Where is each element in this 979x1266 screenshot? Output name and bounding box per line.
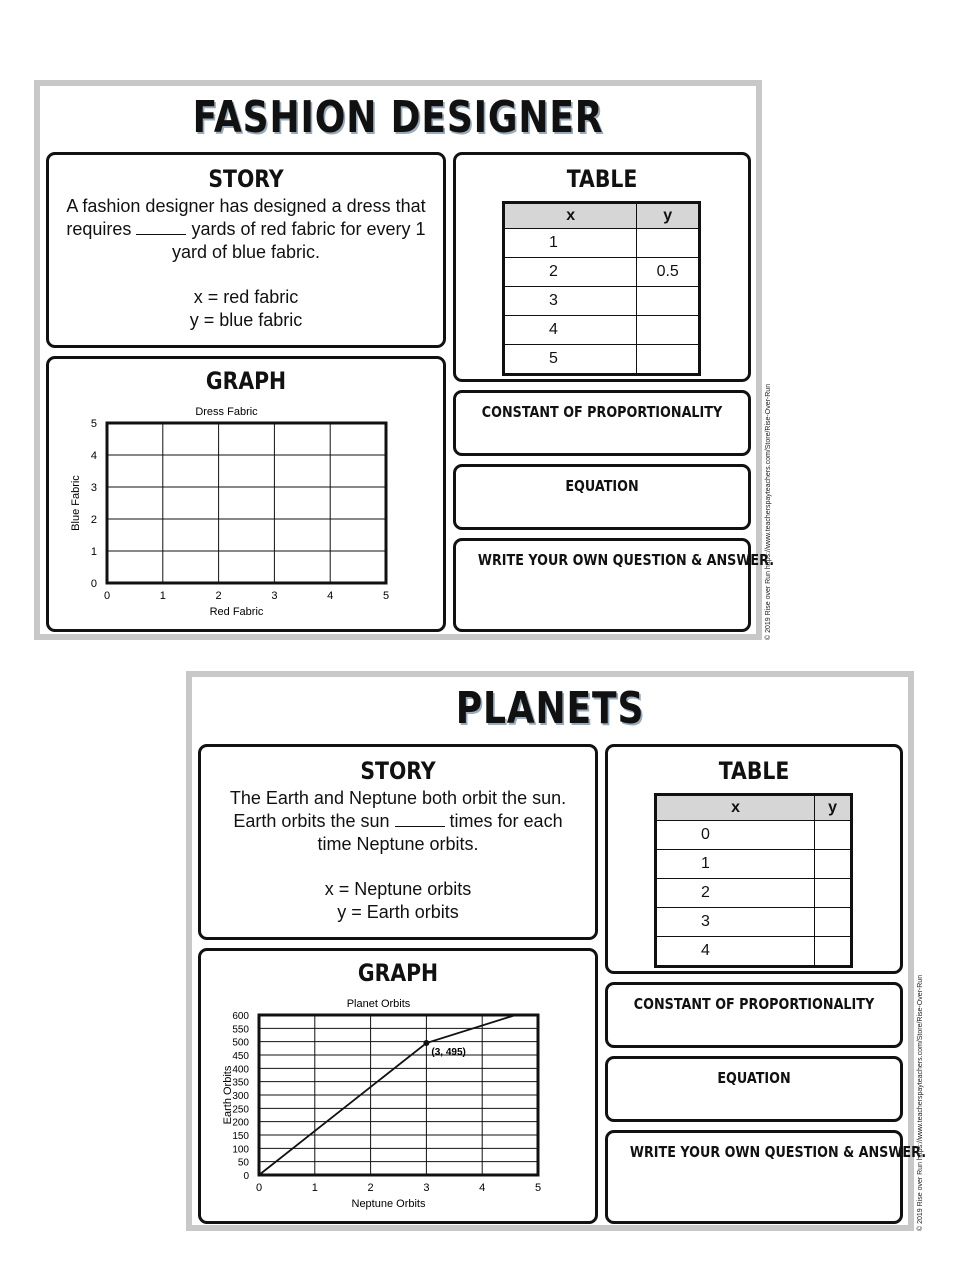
table-row bbox=[504, 258, 700, 287]
plot-frame bbox=[107, 423, 386, 583]
x-cell: 1 bbox=[656, 850, 815, 879]
table-row bbox=[656, 850, 852, 879]
x-tick-label: 4 bbox=[327, 590, 334, 602]
story-heading: STORY bbox=[360, 757, 436, 785]
table-row bbox=[504, 229, 700, 258]
table-box bbox=[453, 152, 751, 382]
story-box bbox=[46, 152, 446, 348]
table-heading: TABLE bbox=[566, 165, 638, 193]
x-cell: 3 bbox=[504, 287, 637, 316]
equation-heading: EQUATION bbox=[565, 477, 639, 495]
x-tick-label: 1 bbox=[159, 590, 166, 602]
x-tick-label: 0 bbox=[103, 590, 111, 602]
column-header-y: y bbox=[815, 795, 852, 821]
x-cell: 1 bbox=[504, 229, 637, 258]
y-tick-label: 4 bbox=[90, 450, 97, 462]
table-box bbox=[605, 744, 903, 974]
y-tick-label: 250 bbox=[232, 1104, 249, 1116]
y-tick-label: 1 bbox=[90, 546, 97, 558]
y-cell[interactable] bbox=[637, 229, 700, 258]
table-header-row bbox=[656, 795, 852, 821]
story-text-before: The Earth and Neptune both orbit the sun. Earth orbits the sun bbox=[229, 788, 567, 831]
x-cell: 4 bbox=[656, 937, 815, 967]
constant-box bbox=[453, 390, 751, 456]
variable-x: x = Neptune orbits bbox=[324, 879, 472, 899]
column-header-y: y bbox=[637, 203, 700, 229]
x-tick-label: 3 bbox=[271, 590, 278, 602]
column-header-x: x bbox=[656, 795, 815, 821]
story-text-before: A fashion designer has designed a dress that requires bbox=[66, 196, 426, 239]
chart-planet-orbits bbox=[201, 987, 595, 1217]
graph-heading: GRAPH bbox=[205, 367, 287, 395]
y-cell[interactable] bbox=[815, 879, 852, 908]
equation-box bbox=[605, 1056, 903, 1122]
x-tick-label: 1 bbox=[311, 1182, 318, 1194]
x-cell: 2 bbox=[504, 258, 637, 287]
y-tick-label: 200 bbox=[232, 1117, 249, 1129]
x-cell: 5 bbox=[504, 345, 637, 375]
x-tick-label: 2 bbox=[215, 590, 222, 602]
graph-box bbox=[198, 948, 598, 1224]
y-tick-label: 100 bbox=[232, 1144, 249, 1156]
table-heading: TABLE bbox=[718, 757, 790, 785]
story-blank[interactable] bbox=[395, 812, 445, 827]
graph-box bbox=[46, 356, 446, 632]
y-cell[interactable] bbox=[815, 850, 852, 879]
x-axis-label: Red Fabric bbox=[209, 606, 264, 618]
y-cell[interactable] bbox=[637, 316, 700, 345]
story-variables bbox=[201, 878, 595, 924]
question-heading: WRITE YOUR OWN QUESTION & ANSWER. bbox=[629, 1143, 927, 1161]
y-cell[interactable]: 0.5 bbox=[637, 258, 700, 287]
chart-title: Planet Orbits bbox=[346, 998, 411, 1010]
y-tick-label: 350 bbox=[232, 1077, 249, 1089]
x-cell: 3 bbox=[656, 908, 815, 937]
table-row bbox=[656, 908, 852, 937]
table-row bbox=[504, 316, 700, 345]
table-row bbox=[656, 937, 852, 967]
data-point bbox=[423, 1040, 429, 1046]
y-tick-label: 500 bbox=[232, 1037, 249, 1049]
column-header-x: x bbox=[504, 203, 637, 229]
x-tick-label: 5 bbox=[534, 1182, 542, 1194]
equation-heading: EQUATION bbox=[717, 1069, 791, 1087]
y-cell[interactable] bbox=[815, 821, 852, 850]
graph-heading: GRAPH bbox=[357, 959, 439, 987]
xy-table bbox=[502, 201, 701, 376]
worksheet-title: PLANETS bbox=[455, 683, 645, 734]
y-tick-label: 3 bbox=[90, 482, 97, 494]
constant-box bbox=[605, 982, 903, 1048]
chart-dress-fabric bbox=[49, 395, 443, 625]
story-text-after: yards of red fabric for every 1 yard of blue fabric. bbox=[171, 219, 426, 262]
table-row bbox=[656, 821, 852, 850]
y-tick-label: 0 bbox=[243, 1171, 249, 1182]
story-blank[interactable] bbox=[136, 220, 186, 235]
y-tick-label: 0 bbox=[90, 578, 97, 590]
y-cell[interactable] bbox=[637, 345, 700, 375]
table-row bbox=[504, 345, 700, 375]
x-tick-label: 5 bbox=[382, 590, 390, 602]
story-variables bbox=[49, 286, 443, 332]
table-row bbox=[656, 879, 852, 908]
y-axis-label: Earth Orbits bbox=[222, 1065, 234, 1125]
x-cell: 0 bbox=[656, 821, 815, 850]
credit-text: © 2019 Rise over Run https://www.teacherspayteachers.com/Store/Rise-Over-Run bbox=[917, 974, 924, 1231]
x-tick-label: 0 bbox=[255, 1182, 263, 1194]
y-cell[interactable] bbox=[637, 287, 700, 316]
story-text bbox=[201, 787, 595, 856]
y-tick-label: 450 bbox=[232, 1051, 249, 1062]
x-tick-label: 2 bbox=[367, 1182, 374, 1194]
x-tick-label: 4 bbox=[479, 1182, 486, 1194]
story-text bbox=[49, 195, 443, 264]
y-tick-label: 600 bbox=[232, 1011, 249, 1022]
y-tick-label: 400 bbox=[232, 1064, 249, 1076]
y-tick-label: 5 bbox=[90, 418, 97, 430]
constant-heading: CONSTANT OF PROPORTIONALITY bbox=[481, 403, 723, 421]
y-cell[interactable] bbox=[815, 937, 852, 967]
y-axis-label: Blue Fabric bbox=[70, 475, 82, 531]
equation-box bbox=[453, 464, 751, 530]
story-text-after: times for each time Neptune orbits. bbox=[317, 811, 563, 854]
y-tick-label: 550 bbox=[232, 1024, 249, 1036]
x-cell: 2 bbox=[656, 879, 815, 908]
variable-y: y = blue fabric bbox=[189, 310, 303, 330]
table-header-row bbox=[504, 203, 700, 229]
worksheet-title: FASHION DESIGNER bbox=[192, 92, 604, 143]
chart-title: Dress Fabric bbox=[195, 406, 258, 418]
question-box bbox=[605, 1130, 927, 1224]
y-tick-label: 150 bbox=[232, 1131, 249, 1142]
variable-x: x = red fabric bbox=[193, 287, 299, 307]
y-cell[interactable] bbox=[815, 908, 852, 937]
y-tick-label: 300 bbox=[232, 1091, 249, 1102]
x-tick-label: 3 bbox=[423, 1182, 430, 1194]
data-point-label: (3, 495) bbox=[431, 1047, 466, 1058]
question-box bbox=[453, 538, 775, 632]
y-tick-label: 2 bbox=[90, 514, 97, 526]
story-box bbox=[198, 744, 598, 940]
variable-y: y = Earth orbits bbox=[337, 902, 459, 922]
constant-heading: CONSTANT OF PROPORTIONALITY bbox=[633, 995, 875, 1013]
xy-table bbox=[654, 793, 853, 968]
table-row bbox=[504, 287, 700, 316]
y-tick-label: 50 bbox=[237, 1157, 249, 1169]
question-heading: WRITE YOUR OWN QUESTION & ANSWER. bbox=[477, 551, 775, 569]
x-axis-label: Neptune Orbits bbox=[351, 1198, 426, 1210]
x-cell: 4 bbox=[504, 316, 637, 345]
credit-text: © 2019 Rise over Run https://www.teacherspayteachers.com/Store/Rise-Over-Run bbox=[765, 383, 772, 640]
story-heading: STORY bbox=[208, 165, 284, 193]
